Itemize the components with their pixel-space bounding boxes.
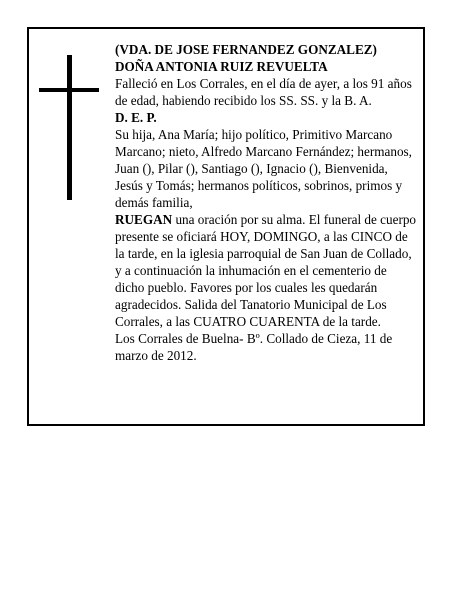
place-date: Los Corrales de Buelna- Bº. Collado de Cieza, 11 de marzo de 2012. [115, 331, 393, 363]
widow-line: (VDA. DE JOSE FERNANDEZ GONZALEZ) [115, 42, 377, 57]
deceased-name: DOÑA ANTONIA RUIZ REVUELTA [115, 59, 328, 74]
family-list: Su hija, Ana María; hijo político, Primitivo Marcano Marcano; nieto, Alfredo Marcano Fernández; hermanos, Juan (), Pilar (), Santiago (), Ignacio (), Bienvenida, Jesús y Tomás; hermanos políticos, sobrinos, primos y demás familia, [115, 127, 412, 210]
dep-line: D. E. P. [115, 110, 157, 125]
funeral-details: una oración por su alma. El funeral de cuerpo presente se oficiará HOY, DOMINGO, a las CINCO de la tarde, en la iglesia parroquial de San Juan de Collado, y a continuación la inhumación en el cementerio de dicho pueblo. Favores por los cuales les quedarán agradecidos. Salida del Tanatorio Municipal de Los Corrales, a las CUATRO CUARENTA de la tarde. [115, 212, 417, 329]
cross-horizontal-bar [39, 88, 99, 92]
notice-text [115, 41, 417, 364]
obituary-notice [27, 27, 425, 426]
ruegan-word: RUEGAN [115, 212, 173, 227]
death-announcement: Falleció en Los Corrales, en el día de ayer, a los 91 años de edad, habiendo recibido los SS. SS. y la B. A. [115, 76, 412, 108]
funeral-paragraph [115, 211, 417, 330]
cross-icon [39, 55, 99, 200]
cross-vertical-bar [67, 55, 72, 200]
